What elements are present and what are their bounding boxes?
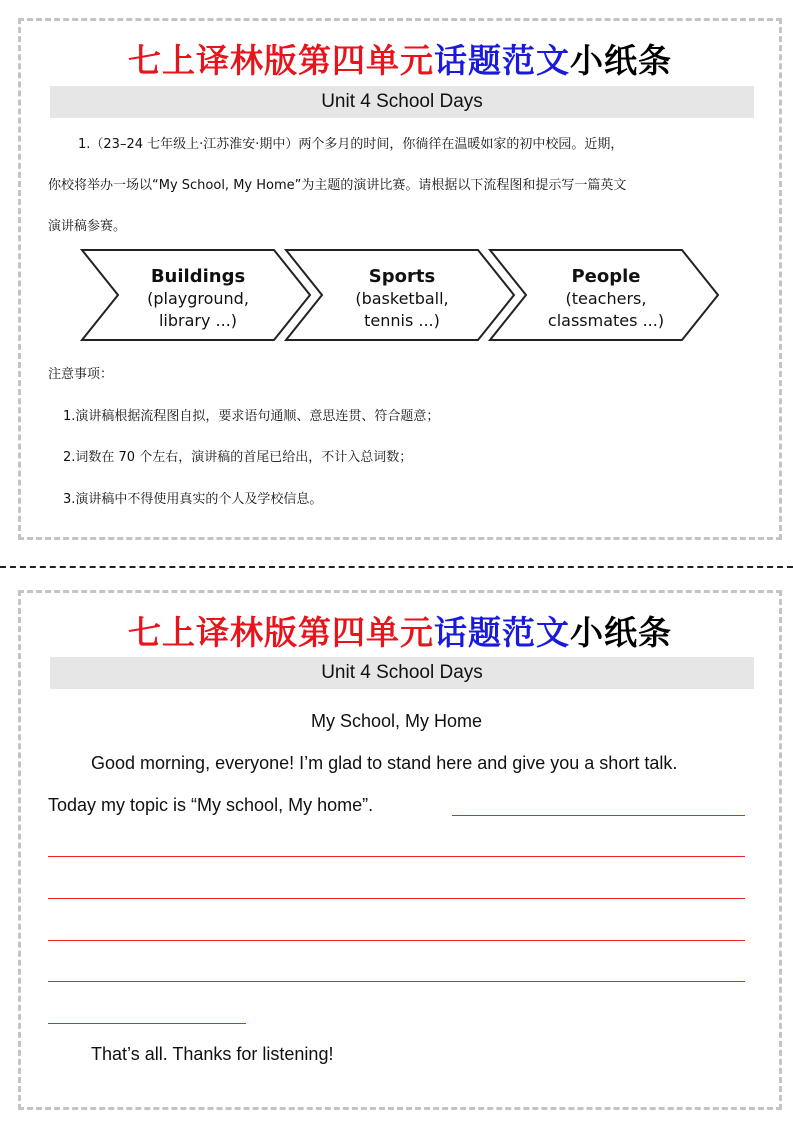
cut-line-divider: [0, 566, 793, 568]
flow-detail: (teachers,: [565, 289, 647, 308]
prompt-line-3: 演讲稿参赛。: [48, 219, 127, 234]
note-item: 1.演讲稿根据流程图自拟，要求语句通顺、意思连贯、符合题意；: [63, 409, 440, 424]
writing-line[interactable]: [48, 898, 745, 899]
page-title-repeat: [21, 607, 779, 654]
flow-heading: Buildings: [150, 266, 246, 287]
flow-detail: library ...): [158, 311, 238, 330]
page-title: [21, 35, 779, 82]
writing-line[interactable]: [452, 815, 745, 816]
title-part-red: 七上译林版第四单元: [128, 613, 434, 652]
title-part-red: 七上译林版第四单元: [128, 41, 434, 80]
essay-opening-line-2: Today my topic is “My school, My home”.: [48, 795, 374, 815]
title-part-blue: 话题范文: [434, 41, 570, 80]
prompt-line-1: 1.（23–24 七年级上·江苏淮安·期中）两个多月的时间，你徜徉在温暖如家的初中校园。近期，: [78, 137, 624, 152]
unit-label-bar: Unit 4 School Days: [50, 86, 754, 118]
prompt-text: [48, 124, 753, 247]
flow-detail: tennis ...): [364, 311, 440, 330]
title-part-black: 小纸条: [570, 613, 672, 652]
note-item: 2.词数在 70 个左右，演讲稿的首尾已给出，不计入总词数；: [63, 450, 413, 465]
flowchart: [80, 248, 720, 344]
prompt-line-2: 你校将举办一场以“My School, My Home”为主题的演讲比赛。请根据以下流程图和提示写一篇英文: [48, 178, 627, 193]
writing-line[interactable]: [48, 856, 745, 857]
writing-line[interactable]: [48, 940, 745, 941]
flow-detail: (basketball,: [355, 289, 449, 308]
flow-heading: Sports: [368, 266, 436, 287]
notes-heading: 注意事项：: [48, 367, 114, 382]
flow-detail: classmates ...): [547, 311, 665, 330]
flow-detail: (playground,: [147, 289, 249, 308]
flow-heading: People: [571, 266, 641, 287]
writing-line[interactable]: [48, 1023, 246, 1024]
essay-opening-line-1: Good morning, everyone! I’m glad to stand here and give you a short talk.: [91, 753, 678, 773]
unit-label-bar-repeat: Unit 4 School Days: [50, 657, 754, 689]
essay-title: My School, My Home: [310, 711, 483, 731]
flow-step-people: [490, 250, 718, 340]
flow-step-sports: [286, 250, 514, 340]
flow-step-buildings: [82, 250, 310, 340]
essay-closing: That’s all. Thanks for listening!: [91, 1044, 334, 1064]
note-item: 3.演讲稿中不得使用真实的个人及学校信息。: [63, 492, 323, 507]
title-part-blue: 话题范文: [434, 613, 570, 652]
title-part-black: 小纸条: [570, 41, 672, 80]
writing-line[interactable]: [48, 981, 745, 982]
